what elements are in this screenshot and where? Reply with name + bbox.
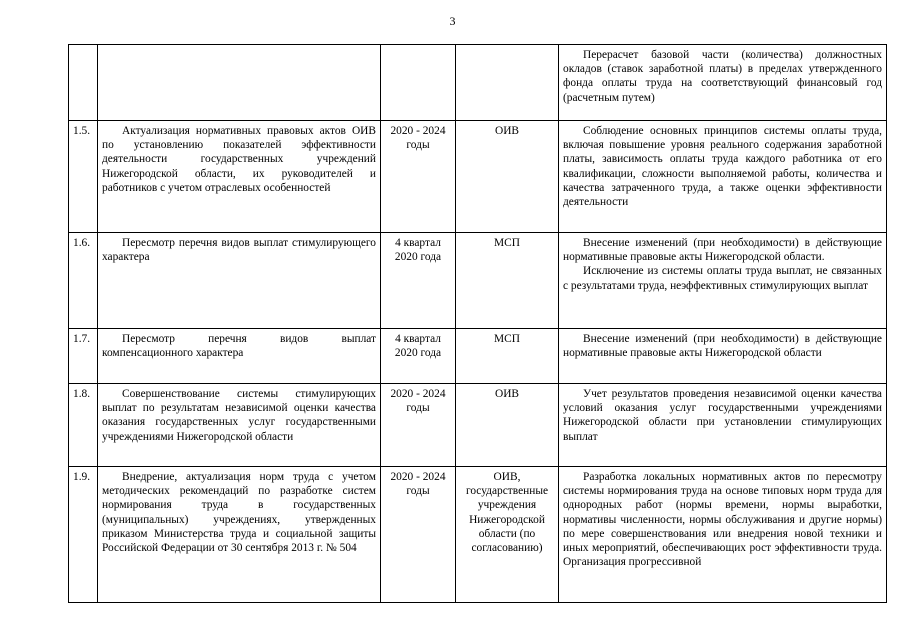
row-number: 1.5. — [69, 121, 98, 233]
executor-cell: МСП — [456, 329, 559, 384]
term-cell: 4 квартал 2020 года — [381, 233, 456, 329]
table-row — [69, 329, 887, 384]
activity-cell — [98, 45, 381, 121]
result-paragraph: Разработка локальных нормативных актов по пересмотру системы нормирования труда на основе типовых норм труда для однородных работ (нормы времени, нормы выработки, нормативы численности, нормы обслуживания и другие нормы) по мере совершенствования или внедрения новой техники и иных мероприятий, обеспечивающих рост эффективности труда. Организация прогрессивной — [563, 471, 882, 569]
term-cell: 4 квартал 2020 года — [381, 329, 456, 384]
executor-cell: МСП — [456, 233, 559, 329]
row-number: 1.6. — [69, 233, 98, 329]
executor-cell: ОИВ — [456, 121, 559, 233]
row-number — [69, 45, 98, 121]
result-paragraph: Учет результатов проведения независимой оценки качества условий оказания услуг государственными учреждениями Нижегородской области при установлении стимулирующих выплат — [563, 388, 882, 443]
term-cell: 2020 - 2024 годы — [381, 121, 456, 233]
term-cell: 2020 - 2024 годы — [381, 467, 456, 603]
row-number: 1.7. — [69, 329, 98, 384]
activity-cell — [98, 384, 381, 467]
measures-table — [68, 44, 887, 603]
result-paragraph: Соблюдение основных принципов системы оплаты труда, включая повышение уровня реального содержания заработной платы, зависимость оплаты труда каждого работника от его квалификации, сложности выполняемой работы, количества и качества затраченного труда, а также оценки эффективности деятельности — [563, 125, 882, 209]
table-row — [69, 233, 887, 329]
row-number: 1.9. — [69, 467, 98, 603]
result-paragraph: Внесение изменений (при необходимости) в действующие нормативные правовые акты Нижегородской области — [563, 333, 882, 360]
result-paragraph: Перерасчет базовой части (количества) должностных окладов (ставок заработной платы) в пределах утвержденного фонда оплаты труда на соответствующий финансовый год (расчетным путем) — [563, 49, 882, 104]
activity-text: Актуализация нормативных правовых актов ОИВ по установлению показателей эффективности деятельности государственных учреждений Нижегородской области, их руководителей и работников с учетом отраслевых особенностей — [102, 125, 376, 194]
result-cell — [559, 384, 887, 467]
activity-cell — [98, 467, 381, 603]
result-cell — [559, 329, 887, 384]
result-cell — [559, 121, 887, 233]
activity-text: Пересмотр перечня видов выплат компенсационного характера — [102, 333, 376, 360]
table-row — [69, 467, 887, 603]
result-paragraph: Внесение изменений (при необходимости) в действующие нормативные правовые акты Нижегородской области. — [563, 237, 882, 264]
activity-text: Пересмотр перечня видов выплат стимулирующего характера — [102, 237, 376, 264]
table-row — [69, 45, 887, 121]
result-cell — [559, 467, 887, 603]
result-paragraph: Исключение из системы оплаты труда выплат, не связанных с результатами труда, неэффективных стимулирующих выплат — [563, 265, 882, 292]
activity-cell — [98, 233, 381, 329]
row-number: 1.8. — [69, 384, 98, 467]
activity-cell — [98, 329, 381, 384]
activity-text: Внедрение, актуализация норм труда с учетом методических рекомендаций по разработке систем нормирования труда в государственных (муниципальных) учреждениях, утвержденных приказом Министерства труда и социальной защиты Российской Федерации от 30 сентября 2013 г. № 504 — [102, 471, 376, 555]
term-cell: 2020 - 2024 годы — [381, 384, 456, 467]
executor-cell: ОИВ, государственные учреждения Нижегородской области (по согласованию) — [456, 467, 559, 603]
term-cell — [381, 45, 456, 121]
page-number: 3 — [449, 14, 456, 28]
table-row — [69, 384, 887, 467]
result-cell — [559, 233, 887, 329]
result-cell — [559, 45, 887, 121]
activity-cell — [98, 121, 381, 233]
executor-cell — [456, 45, 559, 121]
executor-cell: ОИВ — [456, 384, 559, 467]
table-row — [69, 121, 887, 233]
activity-text: Совершенствование системы стимулирующих выплат по результатам независимой оценки качества оказания государственных услуг государственными учреждениями Нижегородской области — [102, 388, 376, 443]
